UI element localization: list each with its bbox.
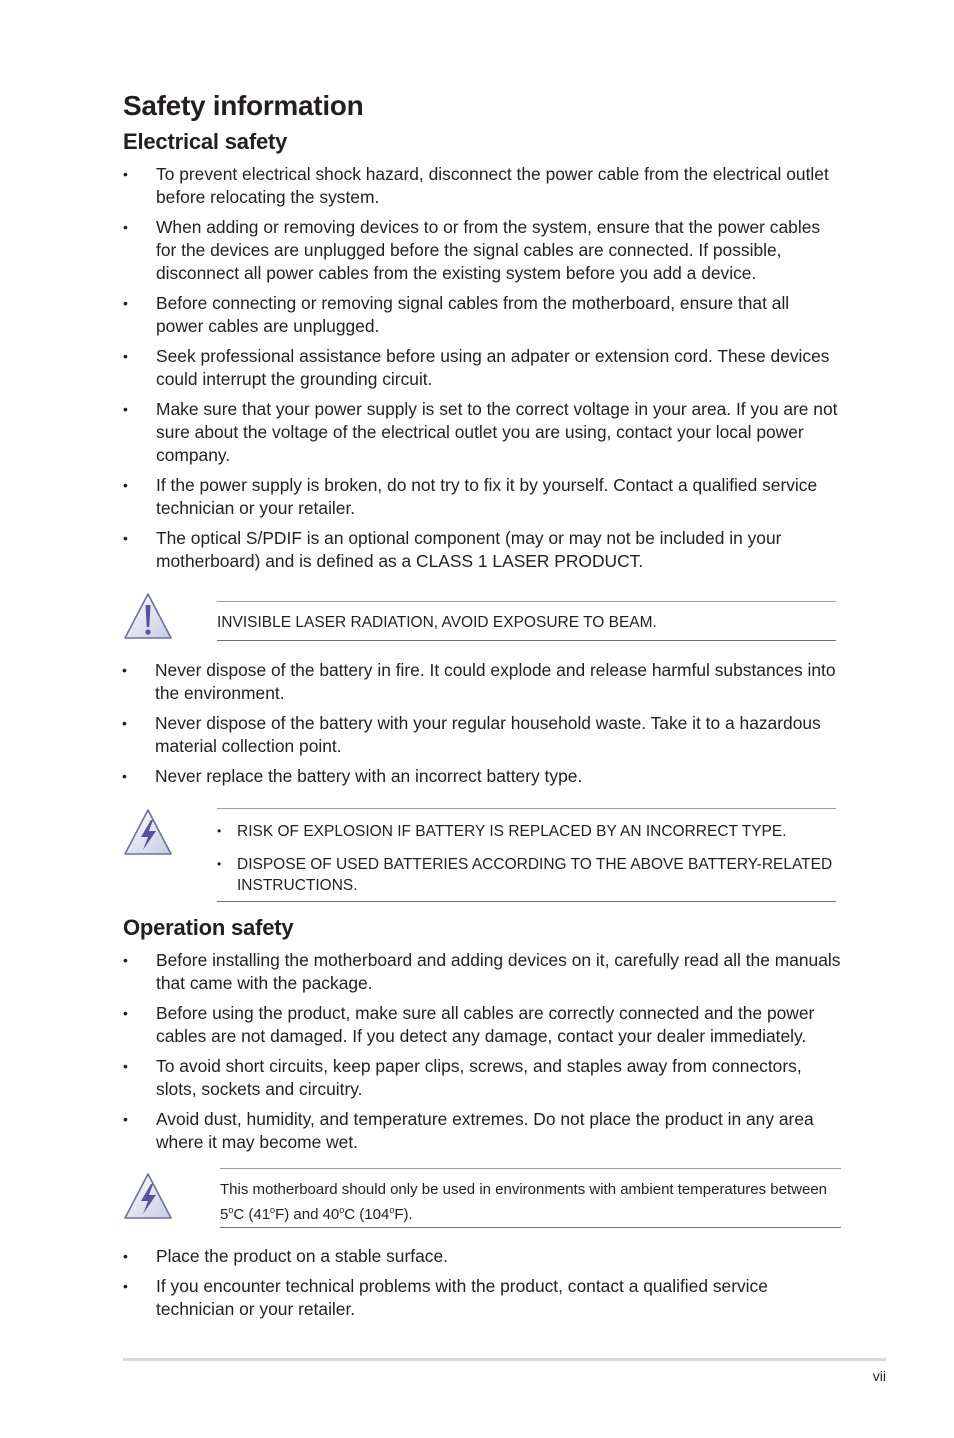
- list-item: • Before connecting or removing signal cables from the motherboard, ensure that all power cables are unplugged.: [123, 293, 790, 336]
- list-item: • Never dispose of the battery with your regular household waste. Take it to a hazardous material collection point.: [122, 713, 821, 756]
- list-item: • The optical S/PDIF is an optional component (may or may not be included in your motherboard) and is defined as a CLASS 1 LASER PRODUCT.: [123, 528, 782, 571]
- page-number: vii: [872, 1368, 886, 1384]
- list-item: • If the power supply is broken, do not try to fix it by yourself. Contact a qualified service technician or your retailer.: [123, 475, 818, 518]
- bullet: •: [122, 662, 127, 678]
- list-item: • If you encounter technical problems with the product, contact a qualified service technician or your retailer.: [123, 1276, 768, 1319]
- bullet: •: [217, 857, 222, 871]
- bullet: •: [122, 715, 127, 731]
- bullet: •: [123, 348, 128, 364]
- list-item: • DISPOSE OF USED BATTERIES ACCORDING TO THE ABOVE BATTERY-RELATED INSTRUCTIONS.: [217, 856, 833, 894]
- list-item: • Avoid dust, humidity, and temperature extremes. Do not place the product in any area where it may become wet.: [123, 1109, 814, 1152]
- bullet: •: [123, 401, 128, 417]
- bullet: •: [123, 530, 128, 546]
- lightning-warning-icon: [122, 1170, 174, 1222]
- final-safety-list: [123, 1245, 838, 1328]
- list-item: • Seek professional assistance before using an adpater or extension cord. These devices could interrupt the grounding circuit.: [123, 346, 830, 389]
- electrical-safety-list: [123, 163, 838, 580]
- lightning-warning-icon: [122, 806, 174, 858]
- bullet: •: [122, 768, 127, 784]
- battery-warning-note: [122, 804, 836, 904]
- bullet: •: [123, 1058, 128, 1074]
- list-item: • To prevent electrical shock hazard, disconnect the power cable from the electrical outlet before relocating the system.: [123, 164, 829, 207]
- list-item: • RISK OF EXPLOSION IF BATTERY IS REPLACED BY AN INCORRECT TYPE.: [217, 823, 787, 840]
- list-item: • When adding or removing devices to or from the system, ensure that the power cables for the devices are unplugged before the signal cables are connected. If possible, disconnect all power cables from the existing system before you add a device.: [123, 217, 821, 283]
- bullet: •: [123, 1278, 128, 1294]
- warning-exclamation-icon: [122, 590, 174, 642]
- list-item: • Before using the product, make sure all cables are correctly connected and the power cables are not damaged. If you detect any damage, contact your dealer immediately.: [123, 1003, 815, 1046]
- page-title: Safety information: [123, 90, 364, 121]
- temperature-note: [122, 1167, 842, 1229]
- laser-warning-text: INVISIBLE LASER RADIATION, AVOID EXPOSURE TO BEAM.: [217, 614, 657, 631]
- operation-safety-heading: Operation safety: [123, 915, 294, 940]
- list-item: • Never replace the battery with an incorrect battery type.: [122, 766, 583, 786]
- bullet: •: [123, 219, 128, 235]
- bullet: •: [123, 1005, 128, 1021]
- electrical-safety-heading: Electrical safety: [123, 129, 288, 154]
- bullet: •: [123, 1111, 128, 1127]
- bullet: •: [123, 952, 128, 968]
- bullet: •: [123, 166, 128, 182]
- bullet: •: [217, 824, 222, 838]
- bullet: •: [123, 1248, 128, 1264]
- battery-safety-list: [122, 659, 837, 795]
- temperature-note-text: This motherboard should only be used in environments with ambient temperatures between 5$^o$C (41$^o$F) and 40$^o$C (104$^o$F).: [220, 1181, 828, 1223]
- laser-warning-note: [122, 590, 836, 645]
- bullet: •: [123, 295, 128, 311]
- list-item: • Before installing the motherboard and adding devices on it, carefully read all the manuals that came with the package.: [123, 950, 841, 993]
- list-item: • Never dispose of the battery in fire. It could explode and release harmful substances into the environment.: [122, 660, 836, 703]
- footer-divider: [123, 1358, 886, 1361]
- list-item: • To avoid short circuits, keep paper clips, screws, and staples away from connectors, slots, sockets and circuitry.: [123, 1056, 802, 1099]
- bullet: •: [123, 477, 128, 493]
- list-item: • Place the product on a stable surface.: [123, 1246, 448, 1266]
- operation-safety-list: [123, 949, 843, 1161]
- list-item: • Make sure that your power supply is set to the correct voltage in your area. If you are not sure about the voltage of the electrical outlet you are using, contact your local power company.: [123, 399, 838, 465]
